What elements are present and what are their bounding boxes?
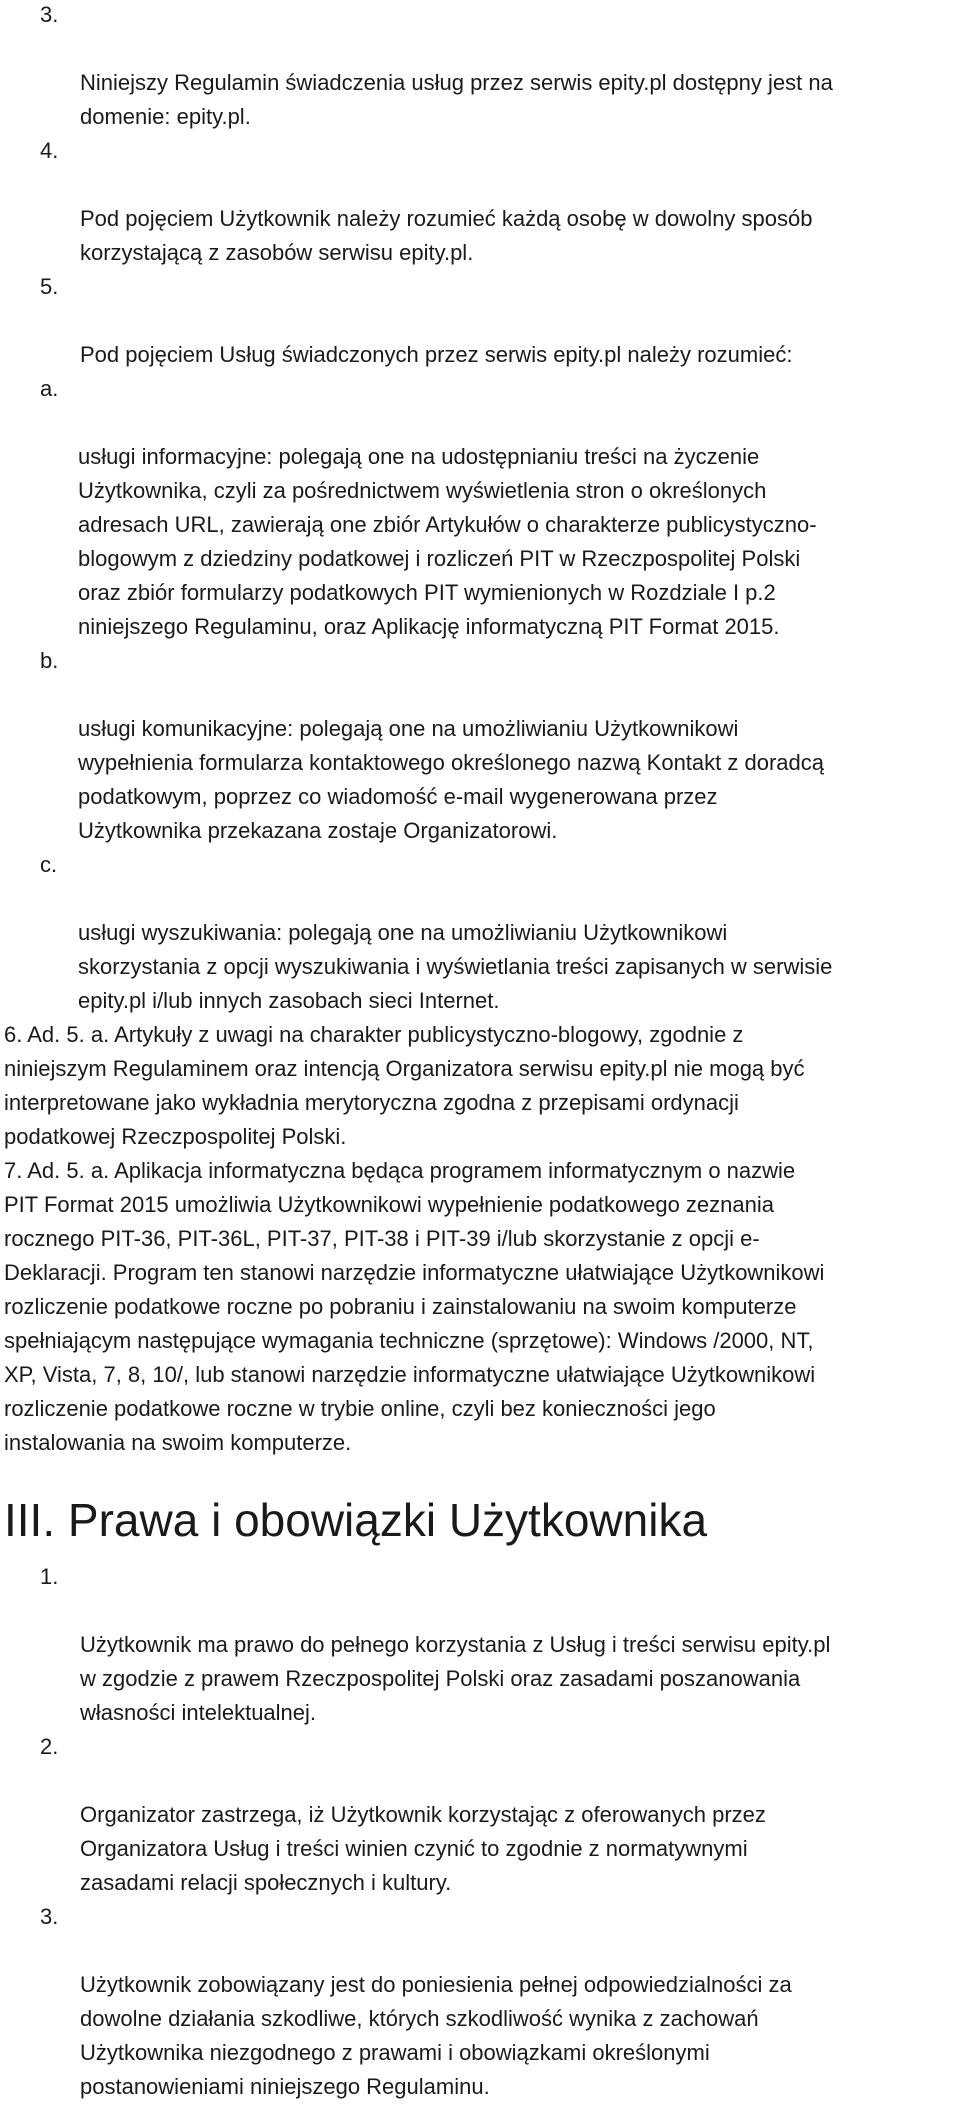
paragraph-7: 7. Ad. 5. a. Aplikacja informatyczna będąca programem informatycznym o nazwie PIT Format 2015 umożliwia Użytkownikowi wypełnienie podatkowego zeznania rocznego PIT-36, PIT-36L, PIT-37, PIT-38 i PIT-39 i/lub skorzystanie z opcji e- Deklaracji. Program ten stanowi narzędzie informatyczne ułatwiające Użytkownikowi rozliczenie podatkowe roczne po pobraniu i zainstalowaniu na swoim komputerze spełniającym następujące wymagania techniczne (sprzętowe): Windows /2000, NT, XP, Vista, 7, 8, 10/, lub stanowi narzędzie informatyczne ułatwiające Użytkownikowi rozliczenie podatkowe roczne w trybie online, czyli bez konieczności jego instalowania na swoim komputerze. (4, 1158, 825, 1455)
list-number: 4. (40, 138, 59, 163)
section3-item-2 (0, 1730, 960, 1900)
list-text: Pod pojęciem Użytkownik należy rozumieć każdą osobę w dowolny sposób korzystającą z zasobów serwisu epity.pl. (80, 206, 813, 265)
sub-letter: b. (40, 648, 59, 673)
list-item-3 (0, 0, 960, 134)
list-text: Niniejszy Regulamin świadczenia usług przez serwis epity.pl dostępny jest na domenie: epity.pl. (80, 70, 833, 129)
sub-text: usługi komunikacyjne: polegają one na umożliwianiu Użytkownikowi wypełnienia formularza kontaktowego określonego nazwą Kontakt z doradcą podatkowym, poprzez co wiadomość e-mail wygenerowana przez Użytkownika przekazana zostaje Organizatorowi. (78, 716, 824, 843)
section3-list (0, 1560, 960, 2104)
list-number: 3. (40, 2, 59, 27)
sub-item-c (0, 848, 960, 1018)
sub-text: usługi wyszukiwania: polegają one na umożliwianiu Użytkownikowi skorzystania z opcji wyszukiwania i wyświetlania treści zapisanych w serwisie epity.pl i/lub innych zasobach sieci Internet. (78, 920, 833, 1013)
section-heading: III. Prawa i obowiązki Użytkownika (4, 1494, 708, 1546)
sub-item-b (0, 644, 960, 848)
sub-text: usługi informacyjne: polegają one na udostępnianiu treści na życzenie Użytkownika, czyli za pośrednictwem wyświetlenia stron o określonych adresach URL, zawierają one zbiór Artykułów o charakterze publicystyczno- blogowym z dziedziny podatkowej i rozliczeń PIT w Rzeczpospolitej Polski oraz zbiór formularzy podatkowych PIT wymienionych w Rozdziale I p.2 niniejszego Regulaminu, oraz Aplikację informatyczną PIT Format 2015. (78, 444, 817, 639)
list-number: 5. (40, 274, 59, 299)
sub-letter: c. (40, 852, 58, 877)
section3-item-3 (0, 1900, 960, 2104)
list-text: Użytkownik zobowiązany jest do poniesienia pełnej odpowiedzialności za dowolne działania szkodliwe, których szkodliwość wynika z zachowań Użytkownika niezgodnego z prawami i obowiązkami określonymi postanowieniami niniejszego Regulaminu. (80, 1972, 792, 2099)
paragraph-6: 6. Ad. 5. a. Artykuły z uwagi na charakter publicystyczno-blogowy, zgodnie z niniejszym Regulaminem oraz intencją Organizatora serwisu epity.pl nie mogą być interpretowane jako wykładnia merytoryczna zgodna z przepisami ordynacji podatkowej Rzeczpospolitej Polski. (4, 1022, 805, 1149)
list-text: Organizator zastrzega, iż Użytkownik korzystając z oferowanych przez Organizatora Usług i treści winien czynić to zgodnie z normatywnymi zasadami relacji społecznych i kultury. (80, 1802, 766, 1895)
sub-item-a (0, 372, 960, 644)
list-number: 2. (40, 1734, 59, 1759)
list-item-5 (0, 270, 960, 372)
list-text: Pod pojęciem Usług świadczonych przez serwis epity.pl należy rozumieć: (80, 342, 793, 367)
list-number: 1. (40, 1564, 59, 1589)
list-item-4 (0, 134, 960, 270)
section3-item-1 (0, 1560, 960, 1730)
list-number: 3. (40, 1904, 59, 1929)
sub-letter: a. (40, 376, 59, 401)
list-text: Użytkownik ma prawo do pełnego korzystania z Usług i treści serwisu epity.pl w zgodzie z prawem Rzeczpospolitej Polski oraz zasadami poszanowania własności intelektualnej. (80, 1632, 831, 1725)
